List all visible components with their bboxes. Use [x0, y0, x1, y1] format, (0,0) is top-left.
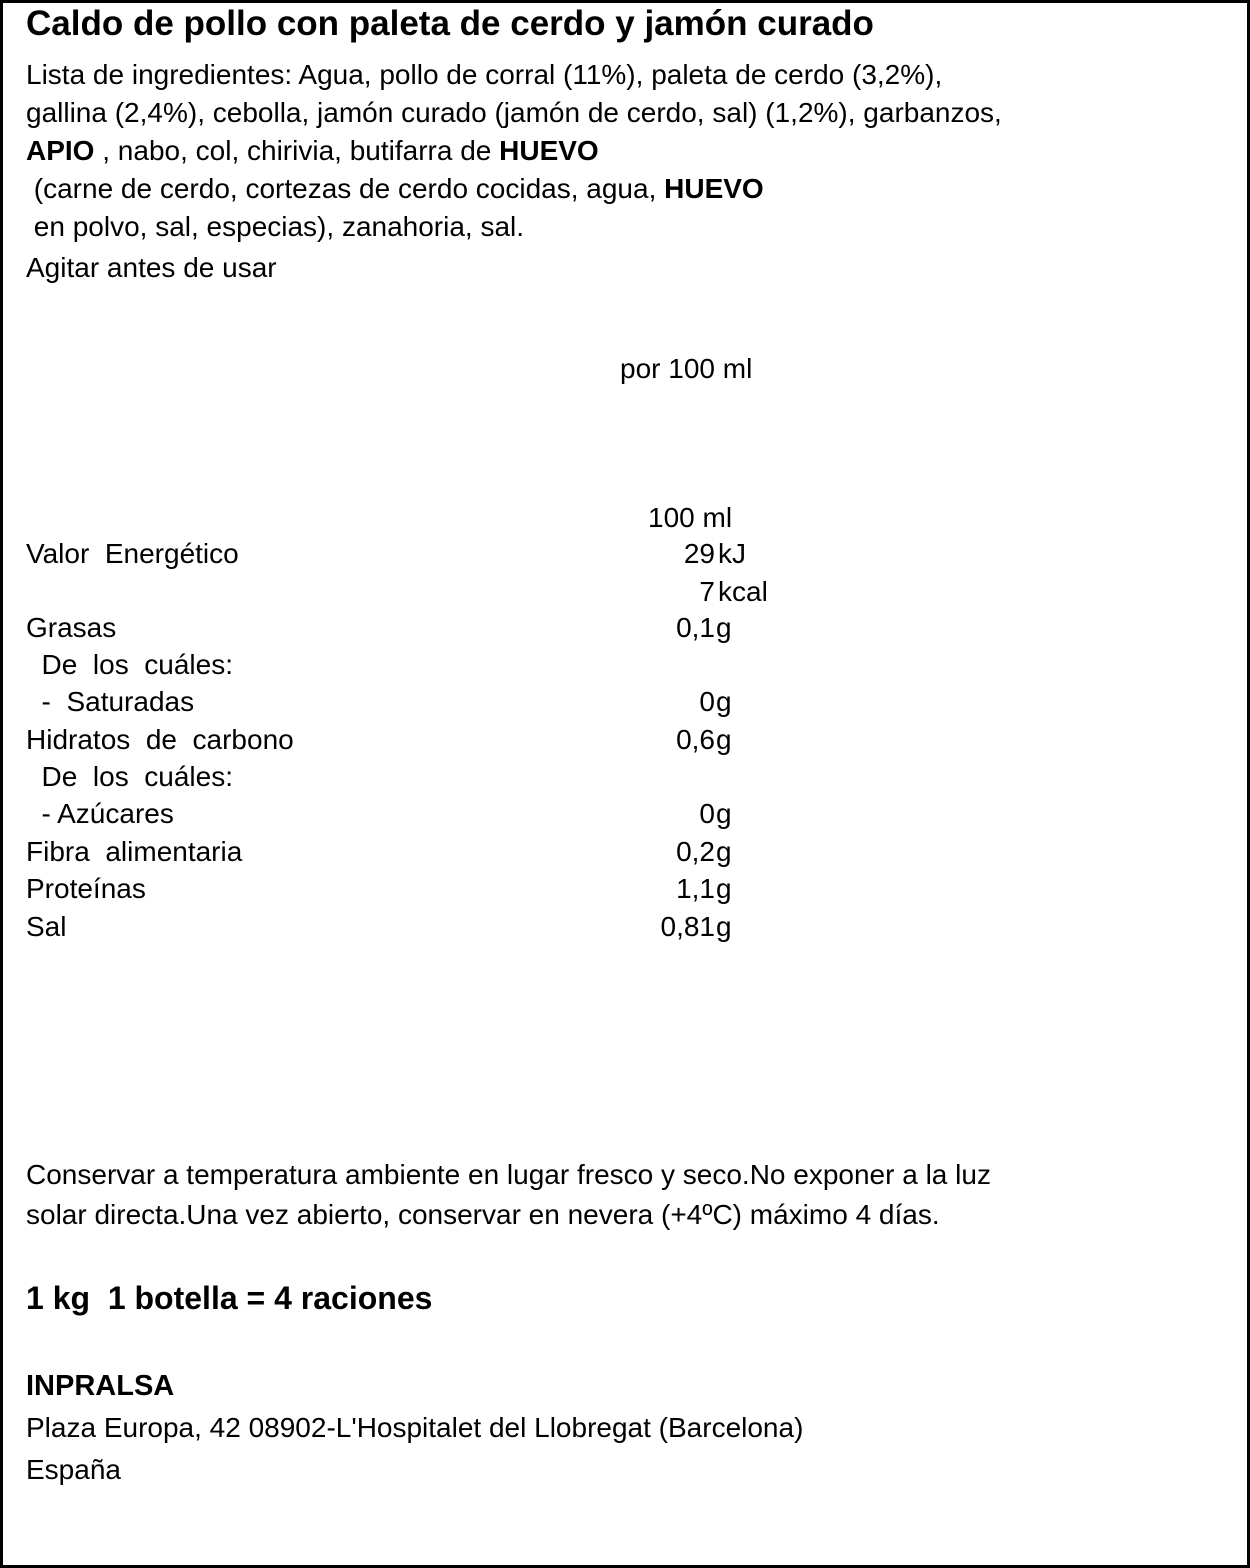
nutrient-value-fiber: 0,2 [676, 836, 715, 867]
nutrient-unit-kcal: kcal [718, 576, 768, 607]
company-name: INPRALSA [26, 1370, 175, 1402]
nutrient-sublabel: De los cuáles: [26, 761, 233, 792]
nutrient-sublabel: De los cuáles: [26, 649, 233, 680]
ingredients-text: , nabo, col, chirivia, butifarra de [94, 135, 500, 166]
nutrition-column-header: 100 ml [648, 502, 733, 533]
nutrient-value-saturated: 0 [699, 686, 715, 717]
storage-line-2: solar directa.Una vez abierto, conservar en nevera (+4ºC) máximo 4 días. [26, 1199, 940, 1230]
nutrient-unit-g: g [716, 686, 732, 717]
nutrient-label-fat: Grasas [26, 612, 117, 643]
allergen-huevo: HUEVO [664, 173, 764, 204]
nutrient-value-fat: 0,1 [676, 612, 715, 643]
nutrient-unit-g: g [716, 612, 732, 643]
nutrient-label-carbs: Hidratos de carbono [26, 724, 294, 755]
nutrient-value-salt: 0,81 [660, 911, 715, 942]
company-country: España [26, 1454, 121, 1485]
nutrient-unit-g: g [716, 724, 732, 755]
ingredients-list [26, 56, 1226, 246]
allergen-apio: APIO [26, 135, 95, 166]
ingredients-line-1: Lista de ingredientes: Agua, pollo de corral (11%), paleta de cerdo (3,2%), [26, 59, 943, 90]
product-title: Caldo de pollo con paleta de cerdo y jamón curado [26, 4, 874, 43]
shake-instruction: Agitar antes de usar [26, 252, 277, 283]
nutrient-unit-g: g [716, 836, 732, 867]
ingredients-line-2: gallina (2,4%), cebolla, jamón curado (jamón de cerdo, sal) (1,2%), garbanzos, [26, 97, 1002, 128]
allergen-huevo: HUEVO [499, 135, 599, 166]
nutrient-value-sugars: 0 [699, 798, 715, 829]
nutrient-label-energy: Valor Energético [26, 538, 239, 569]
quantity-info: 1 kg 1 botella = 4 raciones [26, 1280, 433, 1316]
nutrient-label-salt: Sal [26, 911, 67, 942]
nutrient-value-energy-kcal: 7 [699, 576, 715, 607]
nutrient-value-carbs: 0,6 [676, 724, 715, 755]
nutrient-label-saturated: - Saturadas [26, 686, 195, 717]
ingredients-text: (carne de cerdo, cortezas de cerdo cocidas, agua, [26, 173, 665, 204]
per-100ml-header: por 100 ml [620, 353, 753, 384]
nutrient-unit-g: g [716, 911, 732, 942]
ingredients-text: en polvo, sal, especias), zanahoria, sal. [26, 211, 525, 242]
company-address: Plaza Europa, 42 08902-L'Hospitalet del Llobregat (Barcelona) [26, 1412, 804, 1443]
nutrient-unit-g: g [716, 798, 732, 829]
nutrient-label-sugars: - Azúcares [26, 798, 174, 829]
storage-line-1: Conservar a temperatura ambiente en lugar fresco y seco.No exponer a la luz [26, 1159, 991, 1190]
nutrient-unit-kj: kJ [718, 538, 746, 569]
nutrient-unit-g: g [716, 873, 732, 904]
nutrient-label-fiber: Fibra alimentaria [26, 836, 243, 867]
nutrient-value-protein: 1,1 [676, 873, 715, 904]
nutrient-value-energy-kj: 29 [683, 538, 715, 569]
nutrient-label-protein: Proteínas [26, 873, 146, 904]
